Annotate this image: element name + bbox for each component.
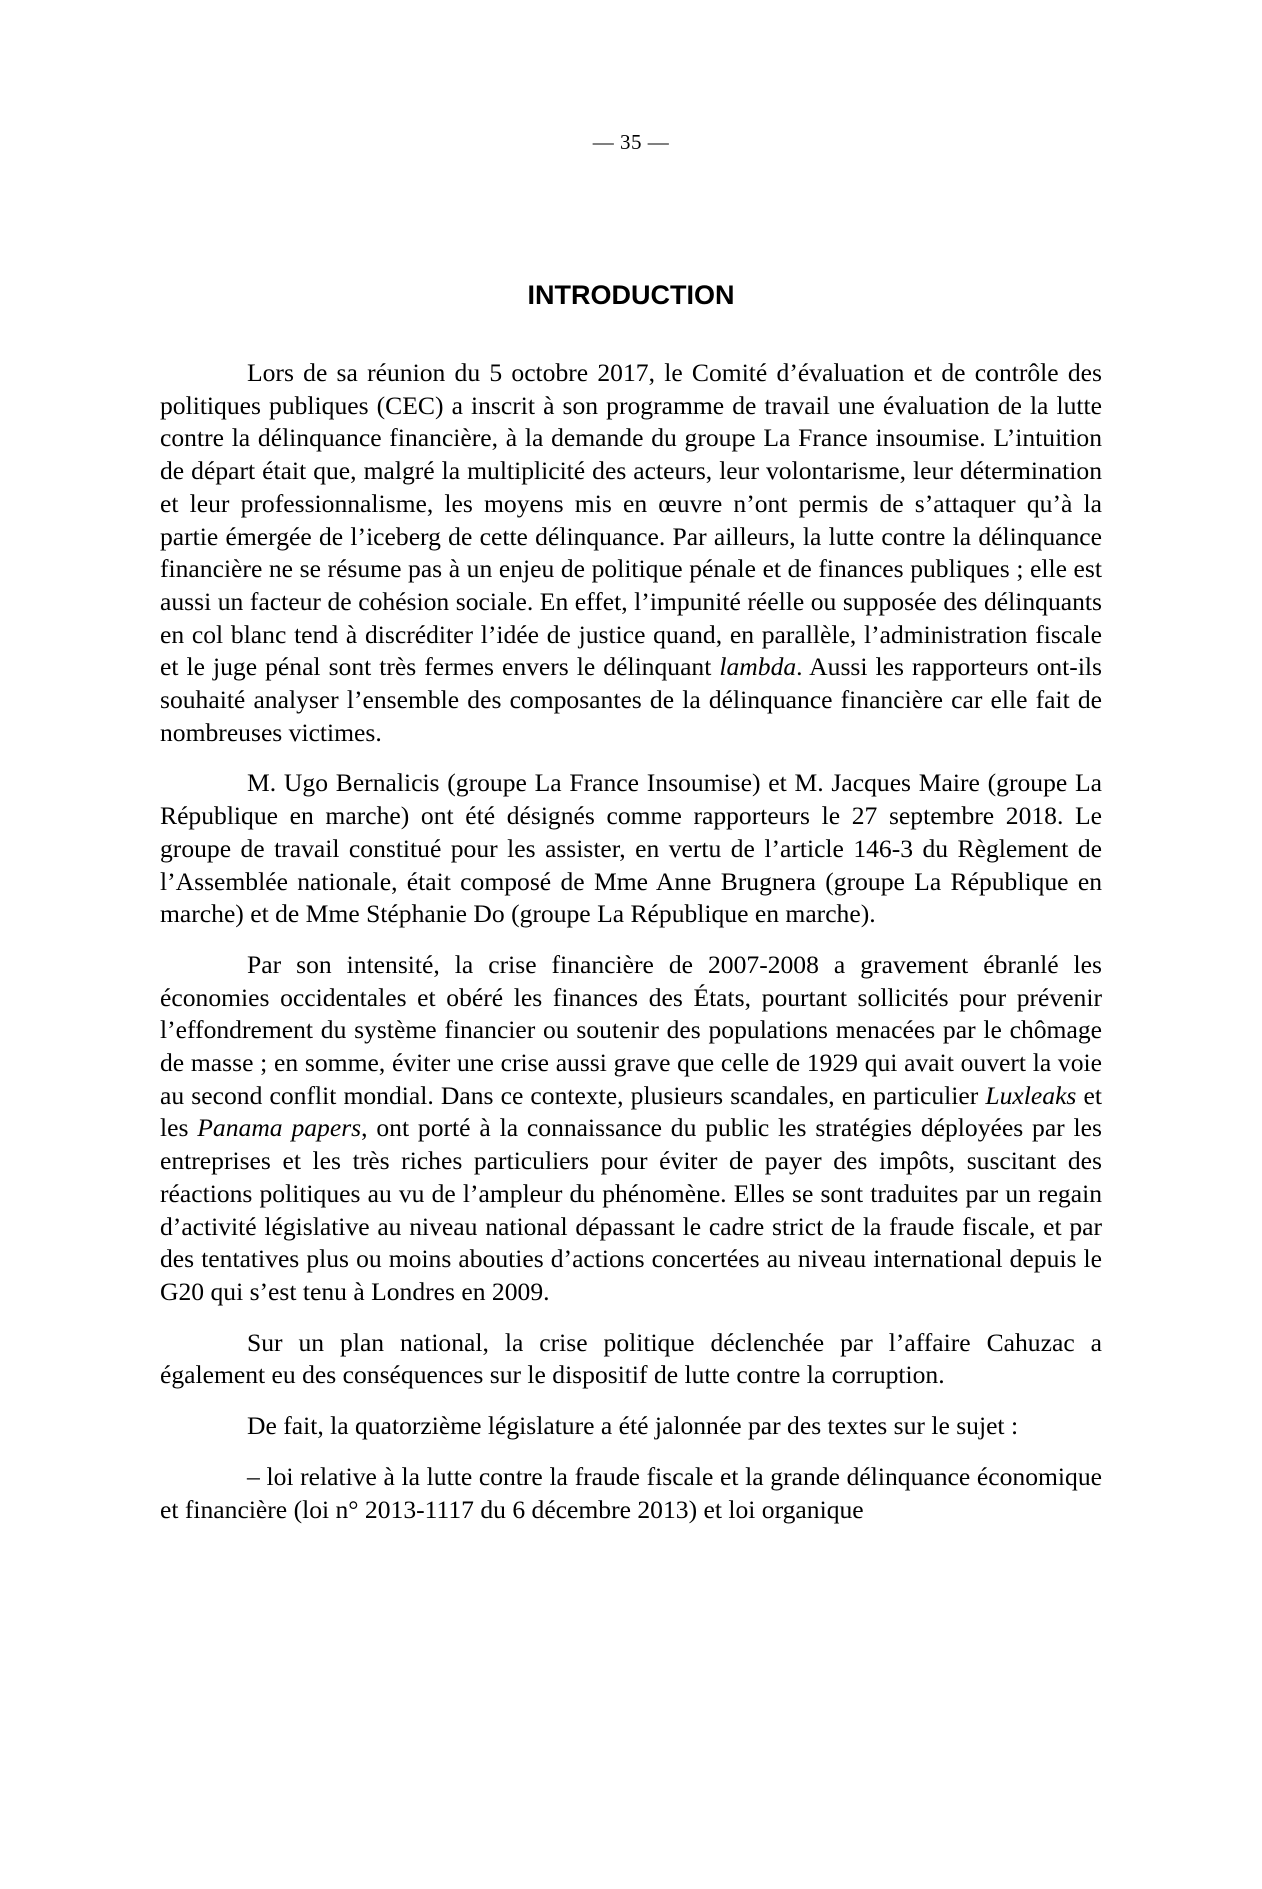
page-number: — 35 — <box>592 130 670 154</box>
text-run: De fait, la quatorzième législature a été jalonnée par des textes sur le sujet : <box>247 1411 1019 1441</box>
body-text <box>160 357 1102 1526</box>
paragraph <box>160 767 1102 931</box>
text-run: . Aussi les rapporteurs ont-ils souhaité analyser l’ensemble des composantes de la délinquance financière car elle fait de nombreuses victimes. <box>160 652 1102 747</box>
paragraph <box>160 1410 1102 1443</box>
italic-text-run: Luxleaks <box>985 1080 1077 1110</box>
text-run: , ont porté à la connaissance du public les stratégies déployées par les entreprises et les très riches particuliers pour éviter de payer des impôts, suscitant des réactions politiques au vu de l’ampleur du phénomène. Elles se sont traduites par un regain d’activité législative au niveau national dépassant le cadre strict de la fraude fiscale, et par des tentatives plus ou moins abouties d’actions concertées au niveau international depuis le G20 qui s’est tenu à Londres en 2009. <box>160 1113 1102 1306</box>
text-run: Par son intensité, la crise financière de 2007-2008 a gravement ébranlé les économies occidentales et obéré les finances des États, pourtant sollicités pour prévenir l’effondrement du système financier ou soutenir des populations menacées par le chômage de masse ; en somme, éviter une crise aussi grave que celle de 1929 qui avait ouvert la voie au second conflit mondial. Dans ce contexte, plusieurs scandales, en particulier <box>160 949 1102 1110</box>
text-run: et les <box>160 1080 1102 1143</box>
italic-text-run: Panama papers <box>197 1113 362 1143</box>
paragraph <box>160 1327 1102 1392</box>
paragraph <box>160 949 1102 1309</box>
paragraph <box>160 357 1102 749</box>
text-run: Lors de sa réunion du 5 octobre 2017, le Comité d’évaluation et de contrôle des politiques publiques (CEC) a inscrit à son programme de travail une évaluation de la lutte contre la délinquance financière, à la demande du groupe La France insoumise. L’intuition de départ était que, malgré la multiplicité des acteurs, leur volontarisme, leur détermination et leur professionnalisme, les moyens mis en œuvre n’ont permis de s’attaquer qu’à la partie émergée de l’iceberg de cette délinquance. Par ailleurs, la lutte contre la délinquance financière ne se résume pas à un enjeu de politique pénale et de finances publiques ; elle est aussi un facteur de cohésion sociale. En effet, l’impunité réelle ou supposée des délinquants en col blanc tend à discréditer l’idée de justice quand, en parallèle, l’administration fiscale et le juge pénal sont très fermes envers le délinquant <box>160 358 1102 682</box>
text-run: M. Ugo Bernalicis (groupe La France Insoumise) et M. Jacques Maire (groupe La République en marche) ont été désignés comme rapporteurs le 27 septembre 2018. Le groupe de travail constitué pour les assister, en vertu de l’article 146-3 du Règlement de l’Assemblée nationale, était composé de Mme Anne Brugnera (groupe La République en marche) et de Mme Stéphanie Do (groupe La République en marche). <box>160 768 1102 929</box>
paragraph <box>160 1461 1102 1526</box>
italic-text-run: lambda <box>719 652 797 682</box>
section-title: INTRODUCTION <box>527 280 735 310</box>
text-run: – loi relative à la lutte contre la fraude fiscale et la grande délinquance économique et financière (loi n° 2013-1117 du 6 décembre 2013) et loi organique <box>160 1461 1102 1524</box>
text-run: Sur un plan national, la crise politique déclenchée par l’affaire Cahuzac a également eu des conséquences sur le dispositif de lutte contre la corruption. <box>160 1327 1102 1390</box>
